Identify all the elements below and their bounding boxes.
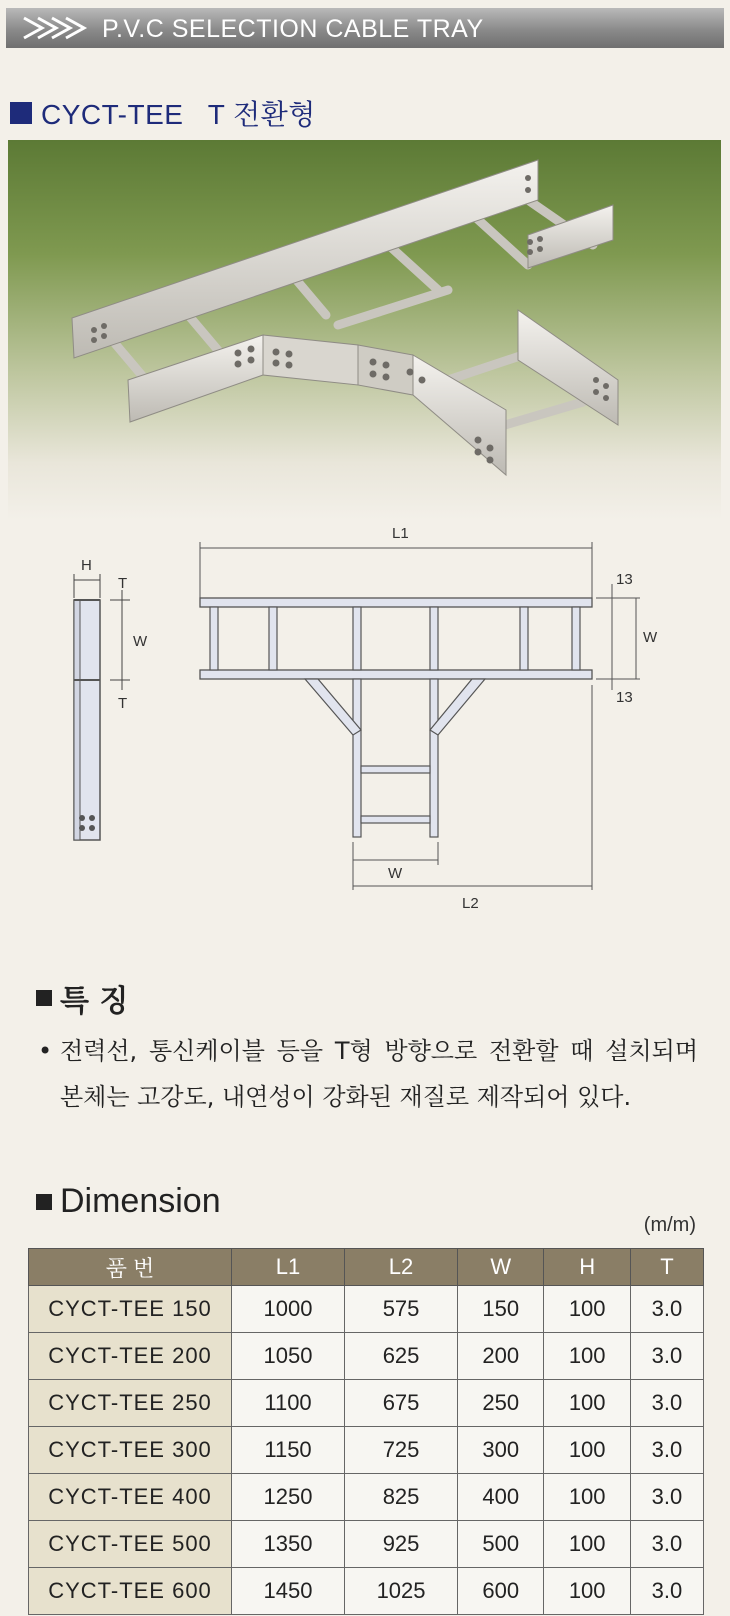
table-cell: 1000 [232,1286,345,1333]
table-row [29,1568,704,1615]
header-banner [6,8,724,48]
dimension-heading [36,1182,221,1221]
cable-tray-tee-illustration [8,140,721,520]
section-title [10,96,316,130]
table-cell: 1350 [232,1521,345,1568]
technical-drawing [0,520,730,940]
table-row [29,1521,704,1568]
table-cell: 925 [345,1521,458,1568]
table-cell: 1150 [232,1427,345,1474]
table-cell: 3.0 [630,1286,703,1333]
table-cell: 625 [345,1333,458,1380]
table-cell: 500 [458,1521,544,1568]
dim-label-13-top: 13 [616,571,633,588]
model-cell: CYCT-TEE 500 [29,1521,232,1568]
table-cell: 100 [544,1427,630,1474]
column-header: W [458,1249,544,1286]
table-cell: 725 [345,1427,458,1474]
model-cell: CYCT-TEE 200 [29,1333,232,1380]
dim-label-h: H [81,557,92,574]
table-cell: 1025 [345,1568,458,1615]
features-body-text: 전력선, 통신케이블 등을 T형 방향으로 전환할 때 설치되며 본체는 고강도, 내연성이 강화된 재질로 제작되어 있다. [60,1037,698,1111]
table-row [29,1427,704,1474]
model-cell: CYCT-TEE 300 [29,1427,232,1474]
table-row [29,1333,704,1380]
dimension-table [28,1248,704,1615]
table-header-row [29,1249,704,1286]
table-cell: 250 [458,1380,544,1427]
table-row [29,1380,704,1427]
features-heading [36,976,128,1020]
column-header: H [544,1249,630,1286]
chevron-stripes-icon [20,12,100,44]
model-cell: CYCT-TEE 600 [29,1568,232,1615]
dim-label-w-right: W [643,629,658,646]
square-bullet-icon [10,102,32,124]
table-cell: 575 [345,1286,458,1333]
table-cell: 825 [345,1474,458,1521]
table-cell: 3.0 [630,1474,703,1521]
features-description [38,1028,698,1120]
bullet-icon: • [38,1037,53,1065]
model-cell: CYCT-TEE 250 [29,1380,232,1427]
dim-label-t-top: T [118,575,128,592]
product-photo [8,140,721,520]
table-cell: 100 [544,1474,630,1521]
unit-label: (m/m) [643,1214,696,1236]
table-row [29,1286,704,1333]
table-cell: 600 [458,1568,544,1615]
table-cell: 3.0 [630,1521,703,1568]
page-title: P.V.C SELECTION CABLE TRAY [102,15,484,43]
table-cell: 100 [544,1568,630,1615]
table-cell: 400 [458,1474,544,1521]
dim-label-l1: L1 [392,525,409,542]
dim-label-13-bottom: 13 [616,689,633,706]
table-cell: 100 [544,1333,630,1380]
table-cell: 300 [458,1427,544,1474]
table-cell: 1450 [232,1568,345,1615]
table-cell: 1250 [232,1474,345,1521]
column-header: L2 [345,1249,458,1286]
table-cell: 150 [458,1286,544,1333]
dim-label-w-side: W [133,633,148,650]
features-heading-text: 특 징 [60,984,129,1019]
model-cell: CYCT-TEE 400 [29,1474,232,1521]
dimension-heading-text: Dimension [60,1182,221,1220]
table-cell: 3.0 [630,1427,703,1474]
tee-plan-drawing [200,542,640,890]
table-cell: 3.0 [630,1380,703,1427]
section-title-text: CYCT-TEE T 전환형 [41,99,316,130]
table-cell: 200 [458,1333,544,1380]
table-cell: 1100 [232,1380,345,1427]
column-header: T [630,1249,703,1286]
dim-label-w-bottom: W [388,865,403,882]
table-cell: 3.0 [630,1333,703,1380]
dim-label-l2: L2 [462,895,479,912]
table-cell: 3.0 [630,1568,703,1615]
square-bullet-icon [36,990,52,1006]
column-header: 품 번 [29,1249,232,1286]
model-cell: CYCT-TEE 150 [29,1286,232,1333]
table-cell: 100 [544,1286,630,1333]
table-cell: 100 [544,1380,630,1427]
table-cell: 100 [544,1521,630,1568]
square-bullet-icon [36,1194,52,1210]
table-row [29,1474,704,1521]
column-header: L1 [232,1249,345,1286]
table-cell: 675 [345,1380,458,1427]
table-cell: 1050 [232,1333,345,1380]
side-profile-drawing [74,557,148,840]
dim-label-t-bottom: T [118,695,128,712]
